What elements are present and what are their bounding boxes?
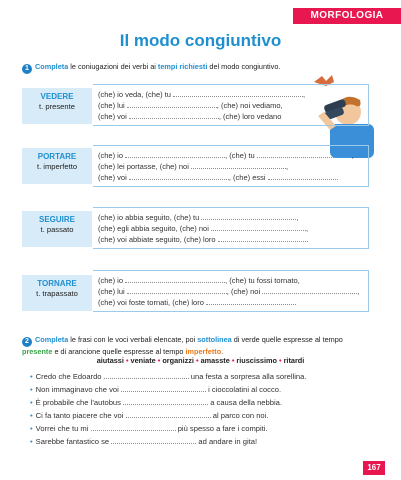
blank-field[interactable]: [127, 286, 227, 294]
word-bank: aiutassi • veniate • organizzi • amasste • riuscissimo • ritardi: [96, 356, 305, 365]
blank-field[interactable]: [126, 410, 211, 418]
blank-field[interactable]: [211, 223, 306, 231]
blank-field[interactable]: [173, 89, 303, 97]
blank-field[interactable]: [129, 172, 229, 180]
exercise-1-number: 1: [22, 64, 32, 74]
sentence-item: • Vorrei che tu mi più spesso a fare i compiti.: [30, 424, 268, 433]
blank-field[interactable]: [268, 172, 338, 180]
sentence-item: • È probabile che l’autobus a causa della nebbia.: [30, 398, 282, 407]
blank-field[interactable]: [127, 100, 217, 108]
blank-field[interactable]: [123, 397, 208, 405]
sentence-item: • Credo che Edoardo una festa a sorpresa alla sorellina.: [30, 372, 307, 381]
sentence-item: • Sarebbe fantastico se ad andare in gita!: [30, 437, 258, 446]
blank-field[interactable]: [111, 436, 196, 444]
exercise-1-instructions: 1 Completa le coniugazioni dei verbi ai tempi richiesti del modo congiuntivo.: [22, 62, 280, 74]
exercise-2-number: 2: [22, 337, 32, 347]
page-title: Il modo congiuntivo: [119, 31, 282, 50]
blank-field[interactable]: [257, 150, 352, 158]
blank-field[interactable]: [206, 297, 296, 305]
blank-field[interactable]: [91, 423, 176, 431]
blank-field[interactable]: [125, 275, 225, 283]
blank-field[interactable]: [201, 212, 296, 220]
blank-field[interactable]: [262, 286, 357, 294]
blank-field[interactable]: [104, 371, 189, 379]
sentence-item: • Ci fa tanto piacere che voi al parco con noi.: [30, 411, 269, 420]
sentence-item: • Non immaginavo che voi i cioccolatini al cocco.: [30, 385, 282, 394]
section-tag: MORFOLOGIA: [293, 8, 401, 24]
blank-field[interactable]: [121, 384, 206, 392]
exercise-2-instructions: 2 Completa le frasi con le voci verbali elencate, poi sottolinea di verde quelle espresse al tempo presente e di arancione quelle espresse al tempo imperfetto.: [22, 335, 343, 356]
page-number: 167: [363, 461, 385, 475]
blank-field[interactable]: [191, 161, 286, 169]
blank-field[interactable]: [129, 111, 219, 119]
blank-field[interactable]: [218, 234, 308, 242]
blank-field[interactable]: [125, 150, 225, 158]
